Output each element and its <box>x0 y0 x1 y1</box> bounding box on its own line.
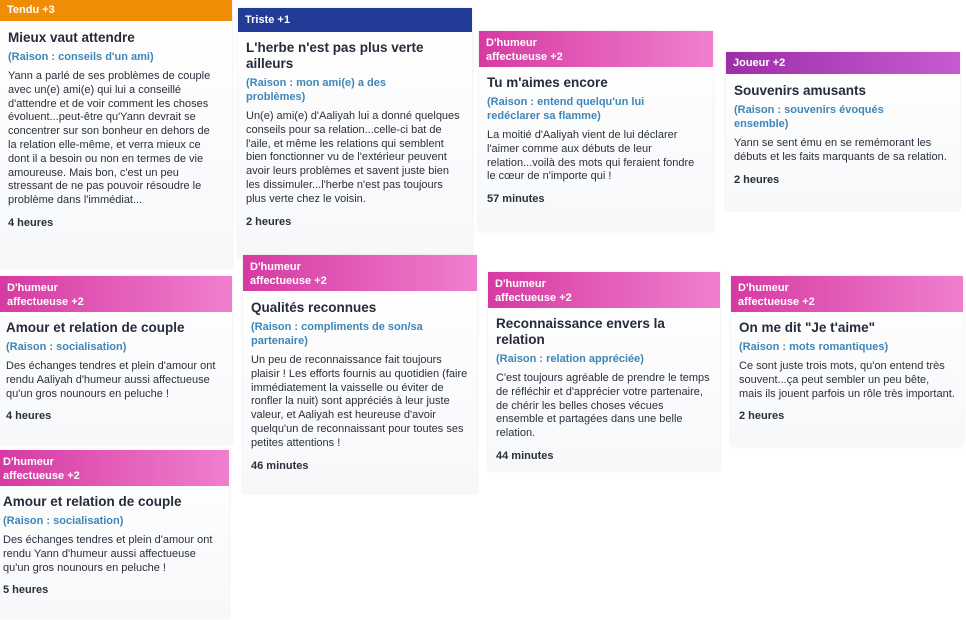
moodlet-reason: (Raison : compliments de son/sa partenaire) <box>251 321 423 347</box>
moodlet-title: On me dit "Je t'aime" <box>739 320 876 335</box>
moodlet-card-affectueuse <box>243 255 477 493</box>
moodlet-title: Qualités reconnues <box>251 300 377 315</box>
moodlet-duration: 5 heures <box>3 584 49 597</box>
moodlet-reason: (Raison : conseils d'un ami) <box>8 51 154 63</box>
moodlet-title: Reconnaissance envers la relation <box>496 316 665 347</box>
moodlet-header: Triste +1 <box>238 8 472 32</box>
moodlet-title: L'herbe n'est pas plus verte ailleurs <box>246 40 424 71</box>
moodlet-description: Yann se sent ému en se remémorant les débuts et les faits marquants de sa relation. <box>734 137 947 163</box>
moodlet-header: D'humeur affectueuse +2 <box>243 255 477 291</box>
moodlet-description: Un(e) ami(e) d'Aaliyah lui a donné quelques conseils pour sa relation...celle-ci bat de l'aile, et même les relations qui semblent bien fonctionner vu de l'extérieur peuvent avoir leurs problèmes et savent juste bien les dissimuler...l'herbe n'est pas toujours plus verte chez le voisin. <box>246 110 460 205</box>
moodlet-reason: (Raison : entend quelqu'un lui redéclarer sa flamme) <box>487 96 645 122</box>
moodlet-reason: (Raison : relation appréciée) <box>496 353 644 365</box>
moodlet-title: Amour et relation de couple <box>3 494 182 509</box>
moodlet-title: Mieux vaut attendre <box>8 30 135 45</box>
moodlet-card-affectueuse <box>731 276 963 446</box>
moodlet-reason: (Raison : souvenirs évoqués ensemble) <box>734 104 884 130</box>
moodlet-duration: 46 minutes <box>251 459 309 472</box>
moodlet-description: Ce sont juste trois mots, qu'on entend très souvent...ça peut sembler un peu bête, mais ils jouent parfois un rôle très important. <box>739 360 955 400</box>
moodlet-reason: (Raison : mon ami(e) a des problèmes) <box>246 77 386 103</box>
moodlet-description: Un peu de reconnaissance fait toujours plaisir ! Les efforts fournis au quotidien (faire immédiatement la vaisselle ou éviter de ronfler la nuit) sont appréciés à leur juste valeur, et Aaliyah est heureuse d'avoir quelqu'un de reconnaissant pour toutes ses petites attentions ! <box>251 354 468 449</box>
moodlet-description: Yann a parlé de ses problèmes de couple avec un(e) ami(e) qui lui a conseillé d'attendre et de voir comment les choses évoluent...peut-être qu'Yann devrait se concentrer sur son bonheur en dehors de la relation elle-même, et verra mieux ce dont il a besoin ou non en termes de vie amoureuse. Mais bon, c'est un peu stressant de ne pas pouvoir résoudre le problème dans l'immédiat... <box>8 70 211 207</box>
moodlet-duration: 57 minutes <box>487 193 545 206</box>
moodlet-card-joueur <box>726 52 960 210</box>
moodlet-duration: 2 heures <box>734 173 780 186</box>
moodlet-title: Souvenirs amusants <box>734 83 867 98</box>
moodlet-card-affectueuse <box>479 31 713 231</box>
moodlet-description: Des échanges tendres et plein d'amour ont rendu Yann d'humeur aussi affectueuse qu'un gros nounours en peluche ! <box>3 534 213 574</box>
moodlet-duration: 4 heures <box>6 410 52 423</box>
moodlet-header: D'humeur affectueuse +2 <box>479 31 713 67</box>
moodlet-duration: 44 minutes <box>496 449 554 462</box>
moodlet-header: Joueur +2 <box>726 52 960 74</box>
moodlet-reason: (Raison : socialisation) <box>6 341 127 353</box>
moodlet-duration: 4 heures <box>8 216 54 229</box>
moodlet-description: Des échanges tendres et plein d'amour ont rendu Aaliyah d'humeur aussi affectueuse qu'un gros nounours en peluche ! <box>6 360 216 400</box>
moodlet-duration: 2 heures <box>739 410 785 423</box>
moodlet-title: Amour et relation de couple <box>6 320 185 335</box>
moodlet-reason: (Raison : mots romantiques) <box>739 341 889 353</box>
moodlet-header: Tendu +3 <box>0 0 232 21</box>
moodlet-header: D'humeur affectueuse +2 <box>731 276 963 312</box>
moodlet-title: Tu m'aimes encore <box>487 75 608 90</box>
moodlet-header: D'humeur affectueuse +2 <box>0 450 229 486</box>
moodlet-card-triste <box>238 8 472 258</box>
moodlet-card-affectueuse <box>0 276 232 444</box>
moodlet-card-tendu <box>0 0 232 268</box>
moodlet-description: La moitié d'Aaliyah vient de lui déclarer l'aimer comme aux débuts de leur relation...voilà des mots qui feraient fondre le cœur de n'importe qui ! <box>487 129 695 183</box>
moodlet-card-affectueuse <box>0 450 229 618</box>
moodlet-header: D'humeur affectueuse +2 <box>488 272 720 308</box>
moodlet-reason: (Raison : socialisation) <box>3 515 124 527</box>
moodlet-duration: 2 heures <box>246 215 292 228</box>
moodlet-card-affectueuse <box>488 272 720 470</box>
moodlet-description: C'est toujours agréable de prendre le temps de réfléchir et d'apprécier votre partenaire, de chérir les belles choses vécues ensemble et partagées dans une belle relation. <box>496 372 710 440</box>
moodlet-header: D'humeur affectueuse +2 <box>0 276 232 312</box>
